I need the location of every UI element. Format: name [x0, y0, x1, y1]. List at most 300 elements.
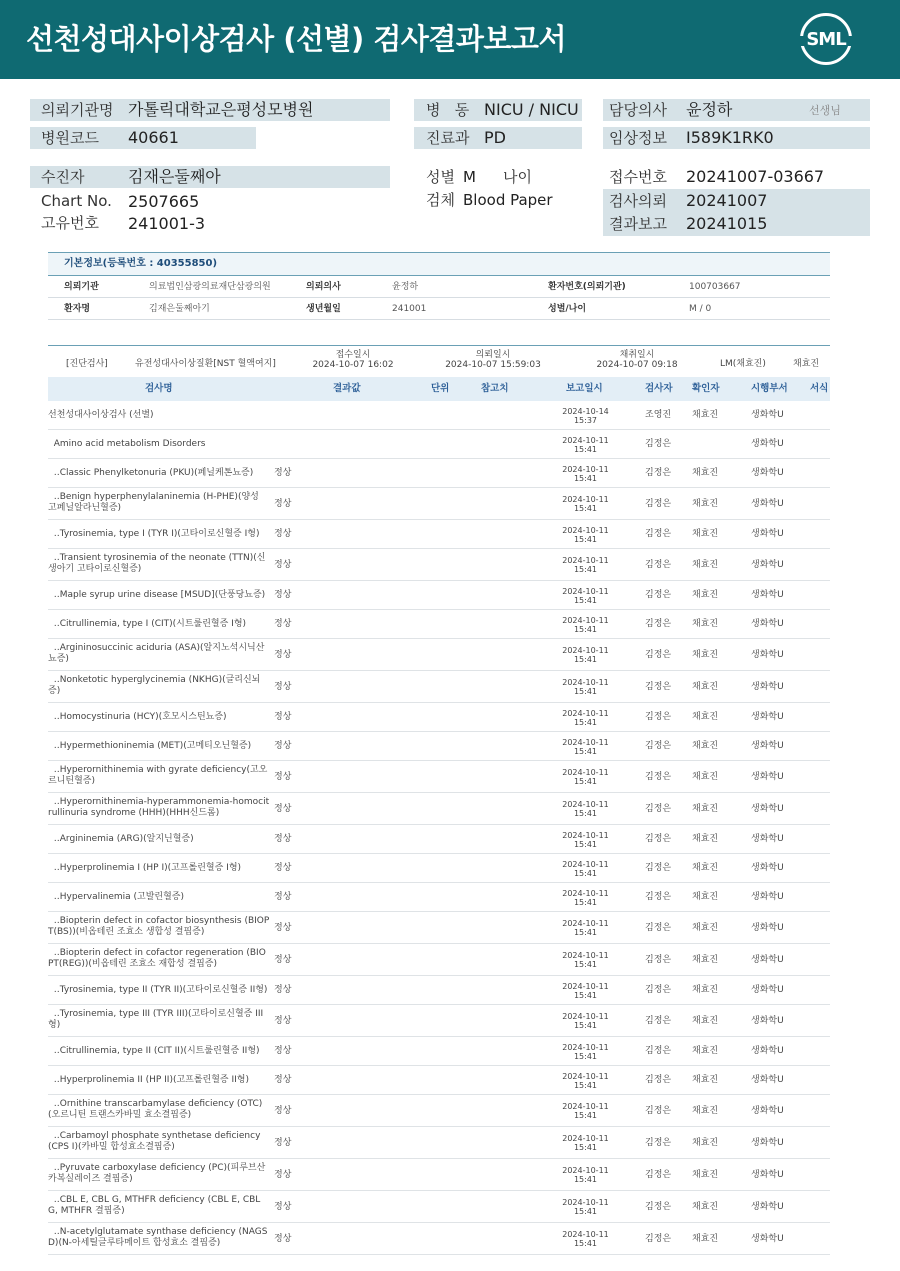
row-name: ‥Argininosuccinic aciduria (ASA)(알지노석시닉산뇨증) [48, 643, 265, 664]
row-report-time: 15:41 [573, 1143, 598, 1152]
diag-person: 채효진 [793, 359, 820, 369]
row-report-time: 15:41 [573, 868, 598, 878]
doctor-suffix: 선생님 [809, 104, 841, 117]
table-row [48, 549, 830, 581]
specimen-label: 검체 [426, 191, 455, 209]
hospital-code-value: 40661 [128, 128, 179, 147]
row-dept: 생화학U [751, 468, 784, 478]
row-report-time: 15:41 [573, 897, 598, 907]
row-report-datetime [548, 1230, 623, 1248]
age-label: 나이 [503, 168, 532, 186]
row-report-datetime [548, 831, 623, 849]
row-result: 정상 [274, 985, 292, 995]
table-row [48, 912, 830, 944]
col-verifier: 확인자 [692, 383, 720, 394]
req-doc-value: 윤정하 [392, 282, 419, 292]
row-report-time: 15:41 [573, 990, 598, 1000]
specimen-value: Blood Paper [463, 191, 553, 209]
row-name: ‥CBL E, CBL G, MTHFR deficiency (CBL E, CBL G, MTHFR 결핍증) [48, 1195, 264, 1216]
row-tester: 김정은 [645, 863, 672, 873]
row-dept: 생화학U [751, 954, 784, 965]
row-verifier: 채효진 [692, 468, 719, 478]
row-name: ‥Ornithine transcarbamylase deficiency (OTC)(오르니틴 트랜스카바밀 효소결핍증) [48, 1099, 263, 1120]
row-report-datetime [548, 1072, 623, 1090]
row-result: 정상 [274, 1075, 292, 1085]
row-tester: 김정은 [645, 1169, 672, 1180]
row-report-datetime [548, 465, 623, 483]
row-tester: 김정은 [645, 1015, 672, 1026]
receipt-datetime-header: 접수일시 [335, 350, 371, 360]
row-report-time: 15:41 [573, 473, 598, 483]
basic-info-table [48, 276, 830, 320]
row-result: 정상 [274, 559, 292, 570]
pt-no-label: 환자번호(의뢰기관) [548, 282, 626, 292]
row-report-date: 2024-10-11 [562, 678, 609, 687]
table-row [48, 1095, 830, 1127]
request-datetime-value: 2024-10-07 15:59:03 [445, 360, 541, 370]
table-row [48, 1191, 830, 1223]
row-name: ‥Homocystinuria (HCY)(호모시스틴뇨증) [48, 712, 227, 722]
row-dept: 생화학U [751, 1201, 784, 1212]
row-report-date: 2024-10-11 [562, 800, 609, 809]
sml-logo [800, 13, 852, 65]
row-report-datetime [548, 526, 623, 544]
row-report-datetime [548, 407, 623, 425]
ward-label: 병 동 [426, 101, 470, 119]
receipt-datetime-value: 2024-10-07 16:02 [312, 360, 394, 370]
row-report-datetime [548, 495, 623, 513]
row-report-date: 2024-10-11 [562, 1071, 609, 1081]
row-dept: 생화학U [751, 649, 784, 660]
row-dept: 생화학U [751, 1169, 784, 1180]
receipt-label: 접수번호 [609, 168, 667, 186]
row-result: 정상 [274, 922, 292, 933]
row-report-date: 2024-10-11 [562, 951, 609, 960]
row-report-time: 15:41 [573, 1239, 598, 1248]
row-report-time: 15:41 [573, 717, 598, 727]
row-report-datetime [548, 1166, 623, 1184]
row-tester: 김정은 [645, 439, 672, 449]
patient-label: 수진자 [41, 168, 85, 186]
row-result: 정상 [274, 892, 292, 902]
row-report-datetime [548, 616, 623, 634]
row-report-datetime [548, 951, 623, 969]
row-verifier: 채효진 [692, 498, 719, 509]
table-row [48, 1005, 830, 1037]
collect-datetime-header: 채취일시 [619, 350, 655, 360]
row-name: ‥Argininemia (ARG)(알지닌혈증) [48, 834, 194, 844]
row-report-datetime [548, 678, 623, 696]
row-report-time: 15:41 [573, 777, 598, 786]
row-report-time: 15:37 [573, 415, 598, 425]
institution-value: 가톨릭대학교은평성모병원 [128, 100, 314, 119]
row-name: ‥Tyrosinemia, type I (TYR I)(고타이로신혈증 I형) [48, 529, 260, 539]
req-doc-label: 의뢰의사 [306, 282, 341, 292]
row-report-date: 2024-10-11 [562, 1042, 609, 1052]
row-name: ‥Biopterin defect in cofactor biosynthesis (BIOPT(BS))(비옵테린 조효소 생합성 결핍증) [48, 916, 270, 937]
row-tester: 김정은 [645, 892, 672, 902]
row-report-date: 2024-10-11 [562, 859, 609, 869]
row-tester: 김정은 [645, 922, 672, 933]
row-result: 정상 [274, 468, 292, 478]
row-dept: 생화학U [751, 1015, 784, 1026]
row-report-date: 2024-10-11 [562, 1102, 609, 1111]
row-result: 정상 [274, 1046, 292, 1056]
unique-value: 241001-3 [128, 214, 206, 233]
row-dept: 생화학U [751, 863, 784, 873]
row-result: 정상 [274, 834, 292, 844]
basic-info-row [48, 298, 830, 320]
row-tester: 김정은 [645, 712, 672, 722]
row-report-date: 2024-10-11 [562, 1198, 609, 1207]
row-verifier: 채효진 [692, 834, 719, 844]
row-name: ‥Tyrosinemia, type III (TYR III)(고타이로신혈증 III형) [48, 1009, 264, 1030]
row-tester: 김정은 [645, 1105, 672, 1116]
row-report-datetime [548, 587, 623, 605]
table-row [48, 520, 830, 549]
row-report-date: 2024-10-11 [562, 888, 609, 898]
clinical-value: I589K1RK0 [686, 128, 774, 147]
unique-label: 고유번호 [41, 214, 99, 232]
row-report-date: 2024-10-11 [562, 981, 609, 991]
row-report-date: 2024-10-11 [562, 615, 609, 625]
row-name: ‥Hyperprolinemia II (HP II)(고프롤린혈증 II형) [48, 1075, 249, 1085]
row-report-date: 2024-10-11 [562, 495, 609, 504]
col-unit: 단위 [431, 383, 450, 394]
request-datetime [438, 350, 548, 370]
dept-value: PD [484, 128, 506, 147]
row-dept: 생화학U [751, 619, 784, 629]
col-ref: 참고치 [481, 383, 509, 394]
row-dept: 생화학U [751, 1137, 784, 1148]
row-name: ‥Hyperornithinemia-hyperammonemia-homocitrullinuria syndrome (HHH)(HHH신드롬) [48, 797, 270, 818]
row-dept: 생화학U [751, 712, 784, 722]
report-value: 20241015 [686, 214, 768, 233]
row-result: 정상 [274, 1201, 292, 1212]
table-row [48, 732, 830, 761]
row-report-time: 15:41 [573, 960, 598, 969]
req-inst-label: 의뢰기관 [64, 282, 99, 292]
table-row [48, 1159, 830, 1191]
table-row [48, 854, 830, 883]
row-result: 정상 [274, 863, 292, 873]
table-row [48, 761, 830, 793]
row-result: 정상 [274, 771, 292, 782]
row-tester: 김정은 [645, 559, 672, 570]
table-row [48, 401, 830, 430]
row-report-datetime [548, 738, 623, 756]
diag-label: [진단검사] [66, 359, 108, 369]
patient-value: 김재은둘째아 [128, 167, 221, 186]
row-result: 정상 [274, 529, 292, 539]
row-tester: 김정은 [645, 985, 672, 995]
row-name: ‥N-acetylglutamate synthase deficiency (NAGSD)(N-아세틸글루타메이트 합성효소 결핍증) [48, 1227, 268, 1248]
row-report-time: 15:41 [573, 444, 598, 454]
ward-value: NICU / NICU [484, 100, 579, 119]
row-report-datetime [548, 768, 623, 786]
row-result: 정상 [274, 1015, 292, 1026]
row-dept: 생화학U [751, 439, 784, 449]
clinical-label: 임상정보 [609, 129, 667, 147]
row-report-date: 2024-10-11 [562, 1134, 609, 1143]
row-name: ‥Pyruvate carboxylase deficiency (PC)(피루브산 카복실레이즈 결핍증) [48, 1163, 269, 1184]
row-tester: 김정은 [645, 1075, 672, 1085]
col-result: 결과값 [333, 383, 361, 394]
row-dept: 생화학U [751, 922, 784, 933]
table-row [48, 459, 830, 488]
row-verifier: 채효진 [692, 1105, 719, 1116]
row-dept: 생화학U [751, 681, 784, 692]
row-result: 정상 [274, 741, 292, 751]
row-verifier: 채효진 [692, 529, 719, 539]
row-result: 정상 [274, 1169, 292, 1180]
row-tester: 김정은 [645, 619, 672, 629]
row-report-date: 2024-10-11 [562, 525, 609, 535]
row-report-time: 15:41 [573, 1207, 598, 1216]
basic-info-row [48, 276, 830, 298]
row-result: 정상 [274, 1233, 292, 1244]
col-tester: 검사자 [645, 383, 673, 394]
table-row [48, 944, 830, 976]
dob-label: 생년월일 [306, 304, 341, 314]
row-verifier: 채효진 [692, 1233, 719, 1244]
table-row [48, 639, 830, 671]
row-report-time: 15:41 [573, 534, 598, 544]
row-report-time: 15:41 [573, 655, 598, 664]
row-report-time: 15:41 [573, 746, 598, 756]
row-dept: 생화학U [751, 985, 784, 995]
row-verifier: 채효진 [692, 863, 719, 873]
row-verifier: 채효진 [692, 619, 719, 629]
row-report-time: 15:41 [573, 1080, 598, 1090]
row-report-datetime [548, 860, 623, 878]
request-datetime-header: 의뢰일시 [475, 350, 511, 360]
row-tester: 김정은 [645, 1233, 672, 1244]
row-verifier: 채효진 [692, 649, 719, 660]
row-tester: 김정은 [645, 1201, 672, 1212]
table-row [48, 883, 830, 912]
row-dept: 생화학U [751, 771, 784, 782]
table-row [48, 793, 830, 825]
row-result: 정상 [274, 590, 292, 600]
row-verifier: 채효진 [692, 741, 719, 751]
row-tester: 조영진 [645, 410, 672, 420]
report-title: 선천성대사이상검사 (선별) 검사결과보고서 [26, 22, 566, 56]
logo-text: SML [806, 29, 846, 50]
row-name: ‥Citrullinemia, type I (CIT)(시트룰린혈증 I형) [48, 619, 247, 629]
pt-name-value: 김재은둘째아기 [149, 304, 210, 314]
row-verifier: 채효진 [692, 559, 719, 570]
chart-value: 2507665 [128, 192, 200, 211]
row-report-datetime [548, 1102, 623, 1120]
report-header [0, 0, 900, 79]
row-dept: 생화학U [751, 892, 784, 902]
diagnostic-line [48, 345, 830, 377]
institution-label: 의뢰기관명 [41, 101, 114, 119]
diag-lm: LM(채효진) [720, 359, 766, 369]
col-form: 서식 [810, 383, 829, 394]
table-row [48, 671, 830, 703]
table-row [48, 430, 830, 459]
row-report-datetime [548, 1043, 623, 1061]
row-report-date: 2024-10-11 [562, 435, 609, 445]
row-dept: 생화학U [751, 498, 784, 509]
row-report-time: 15:41 [573, 624, 598, 634]
row-tester: 김정은 [645, 681, 672, 692]
row-verifier: 채효진 [692, 590, 719, 600]
row-tester: 김정은 [645, 954, 672, 965]
row-dept: 생화학U [751, 590, 784, 600]
row-name: ‥Carbamoyl phosphate synthetase deficiency (CPS I)(카바밀 합성효소결핍증) [48, 1131, 264, 1152]
request-value: 20241007 [686, 191, 768, 210]
table-row [48, 976, 830, 1005]
col-report-date: 보고일시 [566, 383, 603, 394]
row-name: ‥Hyperornithinemia with gyrate deficiency(고오르니틴혈증) [48, 765, 268, 786]
row-report-date: 2024-10-11 [562, 1230, 609, 1239]
row-name: Amino acid metabolism Disorders [48, 439, 206, 449]
table-row [48, 1066, 830, 1095]
basic-info-title: 기본정보(등록번호 : 40355850) [48, 252, 830, 276]
row-report-time: 15:41 [573, 504, 598, 513]
row-dept: 생화학U [751, 1046, 784, 1056]
collect-datetime-value: 2024-10-07 09:18 [596, 360, 678, 370]
row-result: 정상 [274, 1105, 292, 1116]
row-tester: 김정은 [645, 834, 672, 844]
row-report-date: 2024-10-11 [562, 708, 609, 718]
row-report-time: 15:41 [573, 928, 598, 937]
row-report-time: 15:41 [573, 595, 598, 605]
row-report-datetime [548, 800, 623, 818]
row-report-datetime [548, 889, 623, 907]
row-verifier: 채효진 [692, 1169, 719, 1180]
row-verifier: 채효진 [692, 1046, 719, 1056]
row-report-time: 15:41 [573, 1175, 598, 1184]
row-tester: 김정은 [645, 649, 672, 660]
row-dept: 생화학U [751, 1075, 784, 1085]
row-report-datetime [548, 1198, 623, 1216]
row-tester: 김정은 [645, 590, 672, 600]
row-dept: 생화학U [751, 559, 784, 570]
row-verifier: 채효진 [692, 922, 719, 933]
table-row [48, 581, 830, 610]
row-name: ‥Hypervalinemia (고발린혈증) [48, 892, 185, 902]
row-result: 정상 [274, 619, 292, 629]
row-tester: 김정은 [645, 1137, 672, 1148]
row-report-datetime [548, 646, 623, 664]
table-row [48, 1223, 830, 1255]
row-verifier: 채효진 [692, 771, 719, 782]
row-name: ‥Hyperprolinemia I (HP I)(고프롤린혈증 I형) [48, 863, 242, 873]
row-result: 정상 [274, 712, 292, 722]
row-verifier: 채효진 [692, 410, 719, 420]
sexage-label: 성별/나이 [548, 304, 587, 314]
row-name: ‥Benign hyperphenylalaninemia (H-PHE)(양성 고페닐알라닌혈증) [48, 492, 262, 513]
row-report-time: 15:41 [573, 839, 598, 849]
row-verifier: 채효진 [692, 1015, 719, 1026]
receipt-datetime [298, 350, 408, 370]
row-verifier: 채효진 [692, 803, 719, 814]
row-report-date: 2024-10-11 [562, 830, 609, 840]
pt-name-label: 환자명 [64, 304, 91, 314]
dob-value: 241001 [392, 304, 427, 314]
dept-label: 진료과 [426, 129, 470, 147]
row-verifier: 채효진 [692, 1075, 719, 1085]
row-name: ‥Biopterin defect in cofactor regeneration (BIOPT(REG))(비옵테린 조효소 재합성 결핍증) [48, 948, 266, 969]
results-table-header [48, 377, 830, 401]
row-name: ‥Tyrosinemia, type II (TYR II)(고타이로신혈증 II형) [48, 985, 268, 995]
col-dept: 시행부서 [751, 383, 788, 394]
req-inst-value: 의료법인삼광의료재단삼광의원 [149, 282, 271, 292]
row-tester: 김정은 [645, 771, 672, 782]
row-dept: 생화학U [751, 834, 784, 844]
row-verifier: 채효진 [692, 954, 719, 965]
sex-value: M [463, 168, 476, 186]
pt-no-value: 100703667 [689, 282, 741, 292]
row-name: ‥Hypermethioninemia (MET)(고메티오닌혈증) [48, 741, 252, 751]
row-report-datetime [548, 436, 623, 454]
row-report-date: 2024-10-11 [562, 737, 609, 747]
report-label: 결과보고 [609, 215, 667, 233]
row-report-date: 2024-10-11 [562, 1166, 609, 1175]
row-result: 정상 [274, 681, 292, 692]
table-row [48, 825, 830, 854]
row-result: 정상 [274, 649, 292, 660]
row-dept: 생화학U [751, 1233, 784, 1244]
row-report-time: 15:41 [573, 687, 598, 696]
row-report-date: 2024-10-11 [562, 586, 609, 596]
row-report-date: 2024-10-14 [562, 406, 609, 416]
row-report-datetime [548, 982, 623, 1000]
row-name: 선천성대사이상검사 (선별) [48, 410, 154, 420]
row-result: 정상 [274, 803, 292, 814]
row-report-time: 15:41 [573, 1051, 598, 1061]
row-tester: 김정은 [645, 803, 672, 814]
table-row [48, 703, 830, 732]
row-report-datetime [548, 1012, 623, 1030]
row-report-date: 2024-10-11 [562, 768, 609, 777]
table-row [48, 1037, 830, 1066]
row-dept: 생화학U [751, 1105, 784, 1116]
row-tester: 김정은 [645, 1046, 672, 1056]
row-report-date: 2024-10-11 [562, 556, 609, 565]
row-report-datetime [548, 556, 623, 574]
sexage-value: M / 0 [689, 304, 712, 314]
row-report-datetime [548, 919, 623, 937]
row-tester: 김정은 [645, 741, 672, 751]
doctor-value: 윤정하 [686, 100, 733, 119]
row-report-date: 2024-10-11 [562, 919, 609, 928]
table-row [48, 488, 830, 520]
row-tester: 김정은 [645, 529, 672, 539]
row-verifier: 채효진 [692, 681, 719, 692]
chart-label: Chart No. [41, 192, 112, 210]
row-name: ‥Transient tyrosinemia of the neonate (TTN)(신생아기 고타이로신혈증) [48, 553, 266, 574]
row-result: 정상 [274, 954, 292, 965]
row-dept: 생화학U [751, 410, 784, 420]
row-report-time: 15:41 [573, 565, 598, 574]
row-tester: 김정은 [645, 468, 672, 478]
row-name: ‥Maple syrup urine disease [MSUD](단풍당뇨증) [48, 590, 266, 600]
row-report-time: 15:41 [573, 1021, 598, 1030]
hospital-code-label: 병원코드 [41, 129, 99, 147]
receipt-value: 20241007-03667 [686, 167, 825, 186]
row-verifier: 채효진 [692, 985, 719, 995]
row-tester: 김정은 [645, 498, 672, 509]
doctor-label: 담당의사 [609, 101, 667, 119]
row-name: ‥Citrullinemia, type II (CIT II)(시트룰린혈증 II형) [48, 1046, 260, 1056]
row-report-date: 2024-10-11 [562, 1012, 609, 1021]
row-verifier: 채효진 [692, 1137, 719, 1148]
